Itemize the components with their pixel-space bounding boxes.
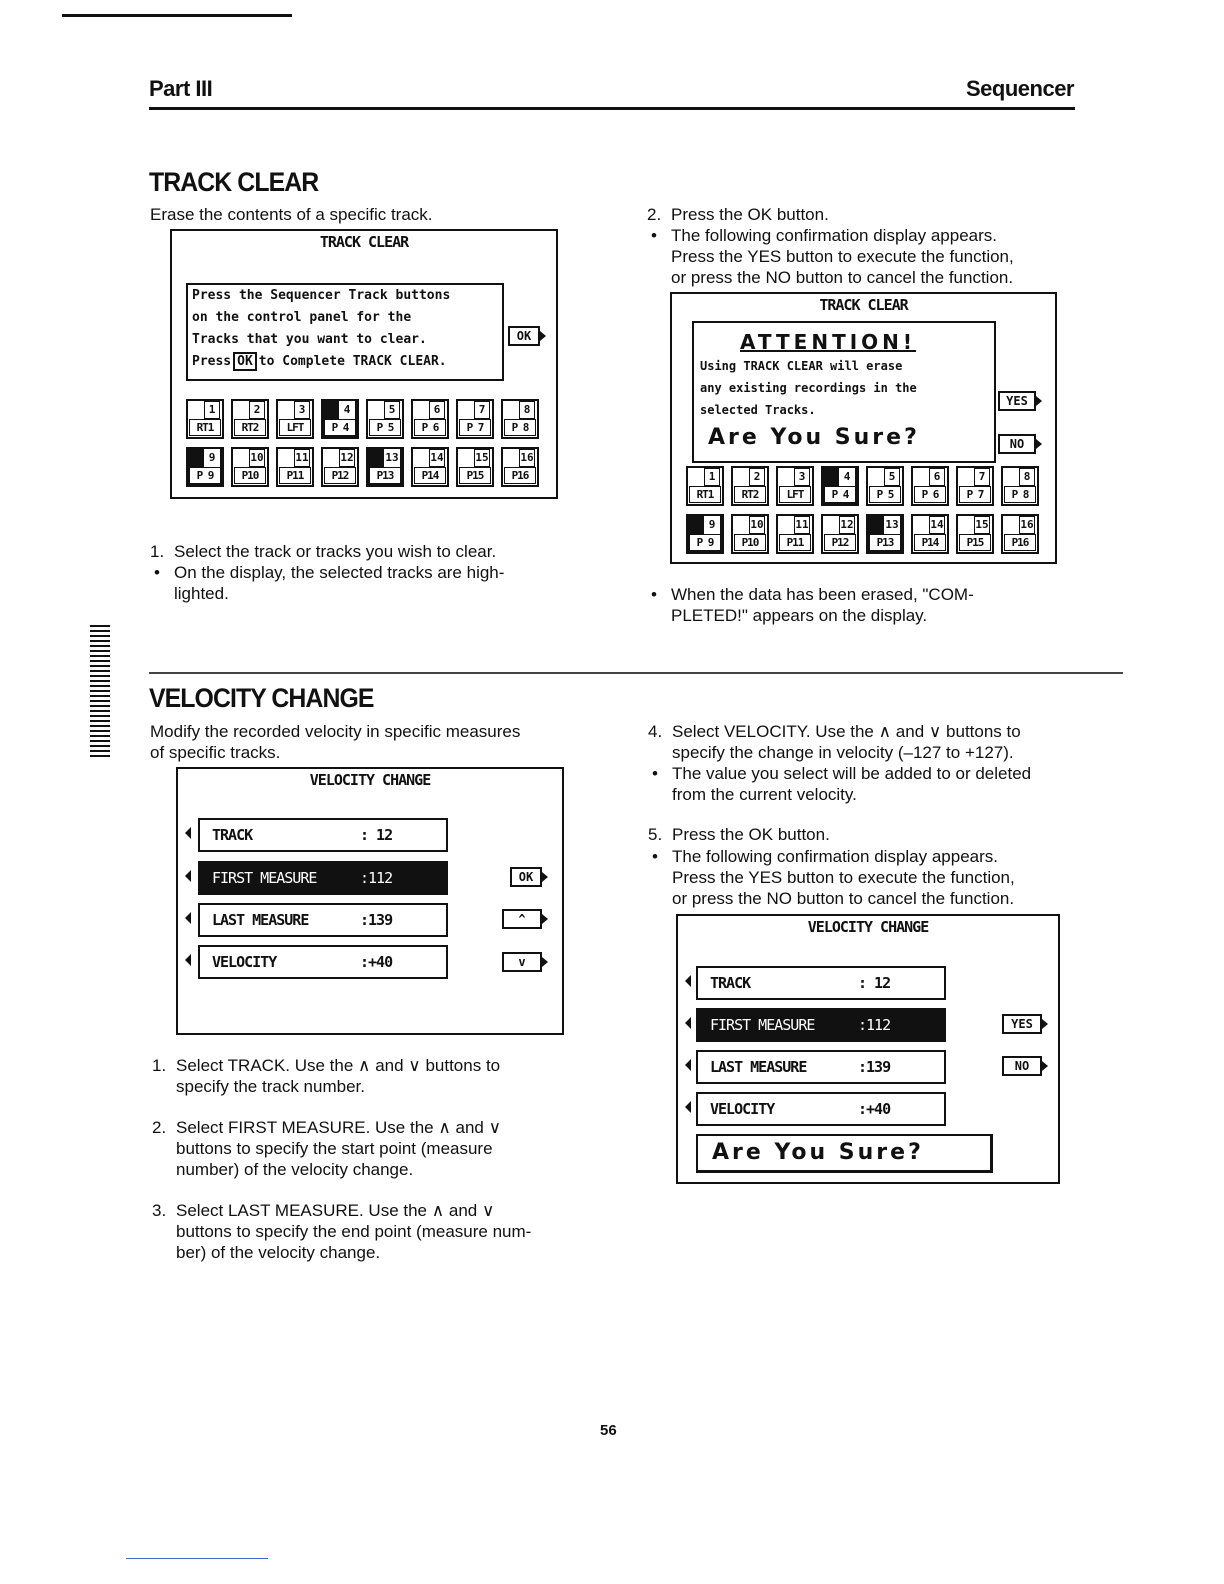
track-button[interactable] <box>501 447 539 487</box>
are-you-sure-text: Are You Sure? <box>708 425 920 450</box>
track-label: P11 <box>779 534 811 551</box>
track-label: P12 <box>324 467 356 484</box>
track-number: 9 <box>704 516 720 534</box>
track-number: 9 <box>204 449 220 467</box>
section-heading-track-clear: TRACK CLEAR <box>149 167 319 197</box>
footer-scan-line <box>126 1558 268 1559</box>
track-number: 10 <box>749 516 765 534</box>
track-button[interactable] <box>231 447 269 487</box>
track-number: 4 <box>839 468 855 486</box>
lcd-velocity-change-confirm <box>676 914 1060 1184</box>
track-number: 3 <box>294 401 310 419</box>
lcd-track-clear <box>170 229 558 499</box>
down-arrow-icon <box>542 957 548 967</box>
no-arrow-icon <box>1042 1061 1048 1071</box>
track-number: 7 <box>474 401 490 419</box>
track-number: 15 <box>474 449 490 467</box>
track-label: P 5 <box>369 419 401 436</box>
track-number: 2 <box>749 468 765 486</box>
lcd-title: VELOCITY CHANGE <box>807 918 929 936</box>
lcd-message-line: Using TRACK CLEAR will erase <box>700 359 903 373</box>
param-left-arrow-icon <box>185 912 191 924</box>
track-number: 1 <box>204 401 220 419</box>
up-arrow-icon <box>542 914 548 924</box>
vc-step-2: 2. Select FIRST MEASURE. Use the ∧ and ∨ buttons to specify the start point (measure number) of the velocity change. <box>152 1118 502 1179</box>
velocity-intro: Modify the recorded velocity in specific measures of specific tracks. <box>150 722 521 762</box>
track-button[interactable] <box>776 466 814 506</box>
track-button[interactable] <box>456 399 494 439</box>
no-arrow-icon <box>1036 439 1042 449</box>
step-2-number: 2. <box>647 205 662 224</box>
param-last-measure[interactable]: LAST MEASURE :139 <box>198 903 448 937</box>
track-button[interactable] <box>821 514 859 554</box>
yes-button[interactable]: YES <box>998 391 1036 411</box>
attention-heading: ATTENTION! <box>740 330 917 354</box>
track-label: P 7 <box>959 486 991 503</box>
track-button[interactable] <box>686 514 724 554</box>
track-button[interactable] <box>276 399 314 439</box>
track-label: LFT <box>779 486 811 503</box>
track-label: LFT <box>279 419 311 436</box>
section-divider <box>149 672 1123 674</box>
param-first-measure[interactable]: FIRST MEASURE :112 <box>198 861 448 895</box>
track-button[interactable] <box>1001 514 1039 554</box>
track-number: 12 <box>339 449 355 467</box>
track-button[interactable] <box>866 514 904 554</box>
param-velocity[interactable]: VELOCITY :+40 <box>696 1092 946 1126</box>
track-label: P12 <box>824 534 856 551</box>
param-left-arrow-icon <box>185 954 191 966</box>
param-left-arrow-icon <box>685 975 691 987</box>
track-number: 6 <box>429 401 445 419</box>
lcd-message-line: selected Tracks. <box>700 403 816 417</box>
param-last-measure[interactable]: LAST MEASURE :139 <box>696 1050 946 1084</box>
ok-arrow-icon <box>540 331 546 341</box>
param-track[interactable]: TRACK : 12 <box>696 966 946 1000</box>
step-2-bullet: • The following confirmation display appears. Press the YES button to execute the function, or press the NO button to cancel the function. <box>671 225 1014 288</box>
yes-arrow-icon <box>1042 1019 1048 1029</box>
track-button[interactable] <box>186 399 224 439</box>
track-button[interactable] <box>911 466 949 506</box>
step-1-text: Select the track or tracks you wish to clear. <box>174 542 497 561</box>
track-number: 10 <box>249 449 265 467</box>
lcd-title: VELOCITY CHANGE <box>309 771 431 789</box>
vc-step-5-number: 5. <box>648 825 663 844</box>
track-number: 13 <box>884 516 900 534</box>
track-label: P13 <box>869 534 901 551</box>
track-label: RT2 <box>234 419 266 436</box>
track-label: RT1 <box>189 419 221 436</box>
track-number: 3 <box>794 468 810 486</box>
track-number: 16 <box>519 449 535 467</box>
track-button[interactable] <box>411 447 449 487</box>
step-1-number: 1. <box>150 542 165 561</box>
param-left-arrow-icon <box>685 1059 691 1071</box>
track-button[interactable] <box>686 466 724 506</box>
param-left-arrow-icon <box>185 870 191 882</box>
track-button[interactable] <box>366 399 404 439</box>
ok-glyph: OK <box>233 352 257 371</box>
track-button[interactable] <box>366 447 404 487</box>
step-2-text: Press the OK button. <box>671 205 829 224</box>
track-number: 5 <box>384 401 400 419</box>
section-heading-velocity-change: VELOCITY CHANGE <box>149 683 374 713</box>
track-number: 8 <box>519 401 535 419</box>
track-label: P15 <box>459 467 491 484</box>
track-label: P 8 <box>504 419 536 436</box>
ok-button[interactable]: OK <box>508 326 540 346</box>
track-label: RT2 <box>734 486 766 503</box>
ok-arrow-icon <box>542 872 548 882</box>
track-button[interactable] <box>731 514 769 554</box>
track-button[interactable] <box>776 514 814 554</box>
track-button[interactable] <box>821 466 859 506</box>
param-left-arrow-icon <box>685 1101 691 1113</box>
header-section: Sequencer <box>966 76 1074 101</box>
track-button[interactable] <box>731 466 769 506</box>
track-number: 16 <box>1019 516 1035 534</box>
track-label: P13 <box>369 467 401 484</box>
are-you-sure-box: Are You Sure? <box>696 1134 993 1173</box>
lcd-message-line: any existing recordings in the <box>700 381 917 395</box>
track-button[interactable] <box>1001 466 1039 506</box>
track-button[interactable] <box>956 466 994 506</box>
track-label: P 6 <box>914 486 946 503</box>
track-label: RT1 <box>689 486 721 503</box>
param-velocity[interactable]: VELOCITY :+40 <box>198 945 448 979</box>
vc-step-4-bullet: • The value you select will be added to or deleted from the current velocity. <box>672 763 1031 805</box>
track-button[interactable] <box>411 399 449 439</box>
track-number: 14 <box>429 449 445 467</box>
track-label: P 9 <box>189 467 221 484</box>
track-number: 4 <box>339 401 355 419</box>
param-first-measure[interactable]: FIRST MEASURE :112 <box>696 1008 946 1042</box>
margin-scan-marks <box>90 625 110 760</box>
header-rule <box>149 107 1075 110</box>
lcd-message-line: Press the Sequencer Track buttons <box>192 288 451 303</box>
track-label: P15 <box>959 534 991 551</box>
lcd-message-box <box>186 283 504 381</box>
lcd-message-line: Press OK to Complete TRACK CLEAR. <box>192 354 447 369</box>
track-number: 6 <box>929 468 945 486</box>
param-left-arrow-icon <box>685 1017 691 1029</box>
lcd-attention-box <box>692 321 996 463</box>
track-label: P 8 <box>1004 486 1036 503</box>
vc-step-5-bullet: • The following confirmation display appears. Press the YES button to execute the function, or press the NO button to cancel the function. <box>672 846 1015 909</box>
up-button[interactable]: ^ <box>502 909 542 929</box>
track-label: P14 <box>914 534 946 551</box>
track-label: P16 <box>504 467 536 484</box>
track-label: P16 <box>1004 534 1036 551</box>
track-label: P 4 <box>824 486 856 503</box>
track-label: P10 <box>734 534 766 551</box>
track-button[interactable] <box>231 399 269 439</box>
track-number: 12 <box>839 516 855 534</box>
lcd-velocity-change <box>176 767 564 1035</box>
track-number: 1 <box>704 468 720 486</box>
track-number: 11 <box>794 516 810 534</box>
track-button[interactable] <box>321 447 359 487</box>
yes-arrow-icon <box>1036 396 1042 406</box>
track-clear-intro: Erase the contents of a specific track. <box>150 205 433 224</box>
no-button[interactable]: NO <box>1002 1056 1042 1076</box>
track-button[interactable] <box>456 447 494 487</box>
track-label: P11 <box>279 467 311 484</box>
track-number: 2 <box>249 401 265 419</box>
track-label: P 7 <box>459 419 491 436</box>
lcd-track-clear-confirm <box>670 292 1057 564</box>
track-label: P10 <box>234 467 266 484</box>
header-part: Part III <box>149 76 213 101</box>
track-label: P 6 <box>414 419 446 436</box>
yes-button[interactable]: YES <box>1002 1014 1042 1034</box>
track-label: P14 <box>414 467 446 484</box>
completed-bullet: • When the data has been erased, "COM- PLETED!" appears on the display. <box>671 584 974 626</box>
track-number: 8 <box>1019 468 1035 486</box>
lcd-message-line: on the control panel for the <box>192 310 412 325</box>
page-number: 56 <box>600 1422 617 1439</box>
track-button[interactable] <box>956 514 994 554</box>
vc-step-5-text: Press the OK button. <box>672 825 830 844</box>
track-number: 13 <box>384 449 400 467</box>
param-track[interactable]: TRACK : 12 <box>198 818 448 852</box>
track-button[interactable] <box>186 447 224 487</box>
down-button[interactable]: v <box>502 952 542 972</box>
scan-artifact-line <box>62 14 292 17</box>
track-number: 7 <box>974 468 990 486</box>
no-button[interactable]: NO <box>998 434 1036 454</box>
vc-step-4: 4. Select VELOCITY. Use the ∧ and ∨ buttons to specify the change in velocity (–127 to +127). <box>648 722 1021 762</box>
lcd-title: TRACK CLEAR <box>319 233 409 251</box>
track-number: 11 <box>294 449 310 467</box>
track-button[interactable] <box>321 399 359 439</box>
vc-step-3: 3. Select LAST MEASURE. Use the ∧ and ∨ buttons to specify the end point (measure num- ber) of the velocity change. <box>152 1201 532 1262</box>
track-number: 14 <box>929 516 945 534</box>
ok-button[interactable]: OK <box>510 867 542 887</box>
lcd-title: TRACK CLEAR <box>819 296 908 314</box>
track-number: 15 <box>974 516 990 534</box>
track-button[interactable] <box>866 466 904 506</box>
vc-step-1: 1. Select TRACK. Use the ∧ and ∨ buttons to specify the track number. <box>152 1056 501 1096</box>
track-label: P 5 <box>869 486 901 503</box>
track-button[interactable] <box>501 399 539 439</box>
track-button[interactable] <box>276 447 314 487</box>
track-label: P 9 <box>689 534 721 551</box>
lcd-message-line: Tracks that you want to clear. <box>192 332 427 347</box>
track-number: 5 <box>884 468 900 486</box>
param-left-arrow-icon <box>185 827 191 839</box>
step-1-bullet: • On the display, the selected tracks are high- lighted. <box>174 562 504 604</box>
track-label: P 4 <box>324 419 356 436</box>
track-button[interactable] <box>911 514 949 554</box>
